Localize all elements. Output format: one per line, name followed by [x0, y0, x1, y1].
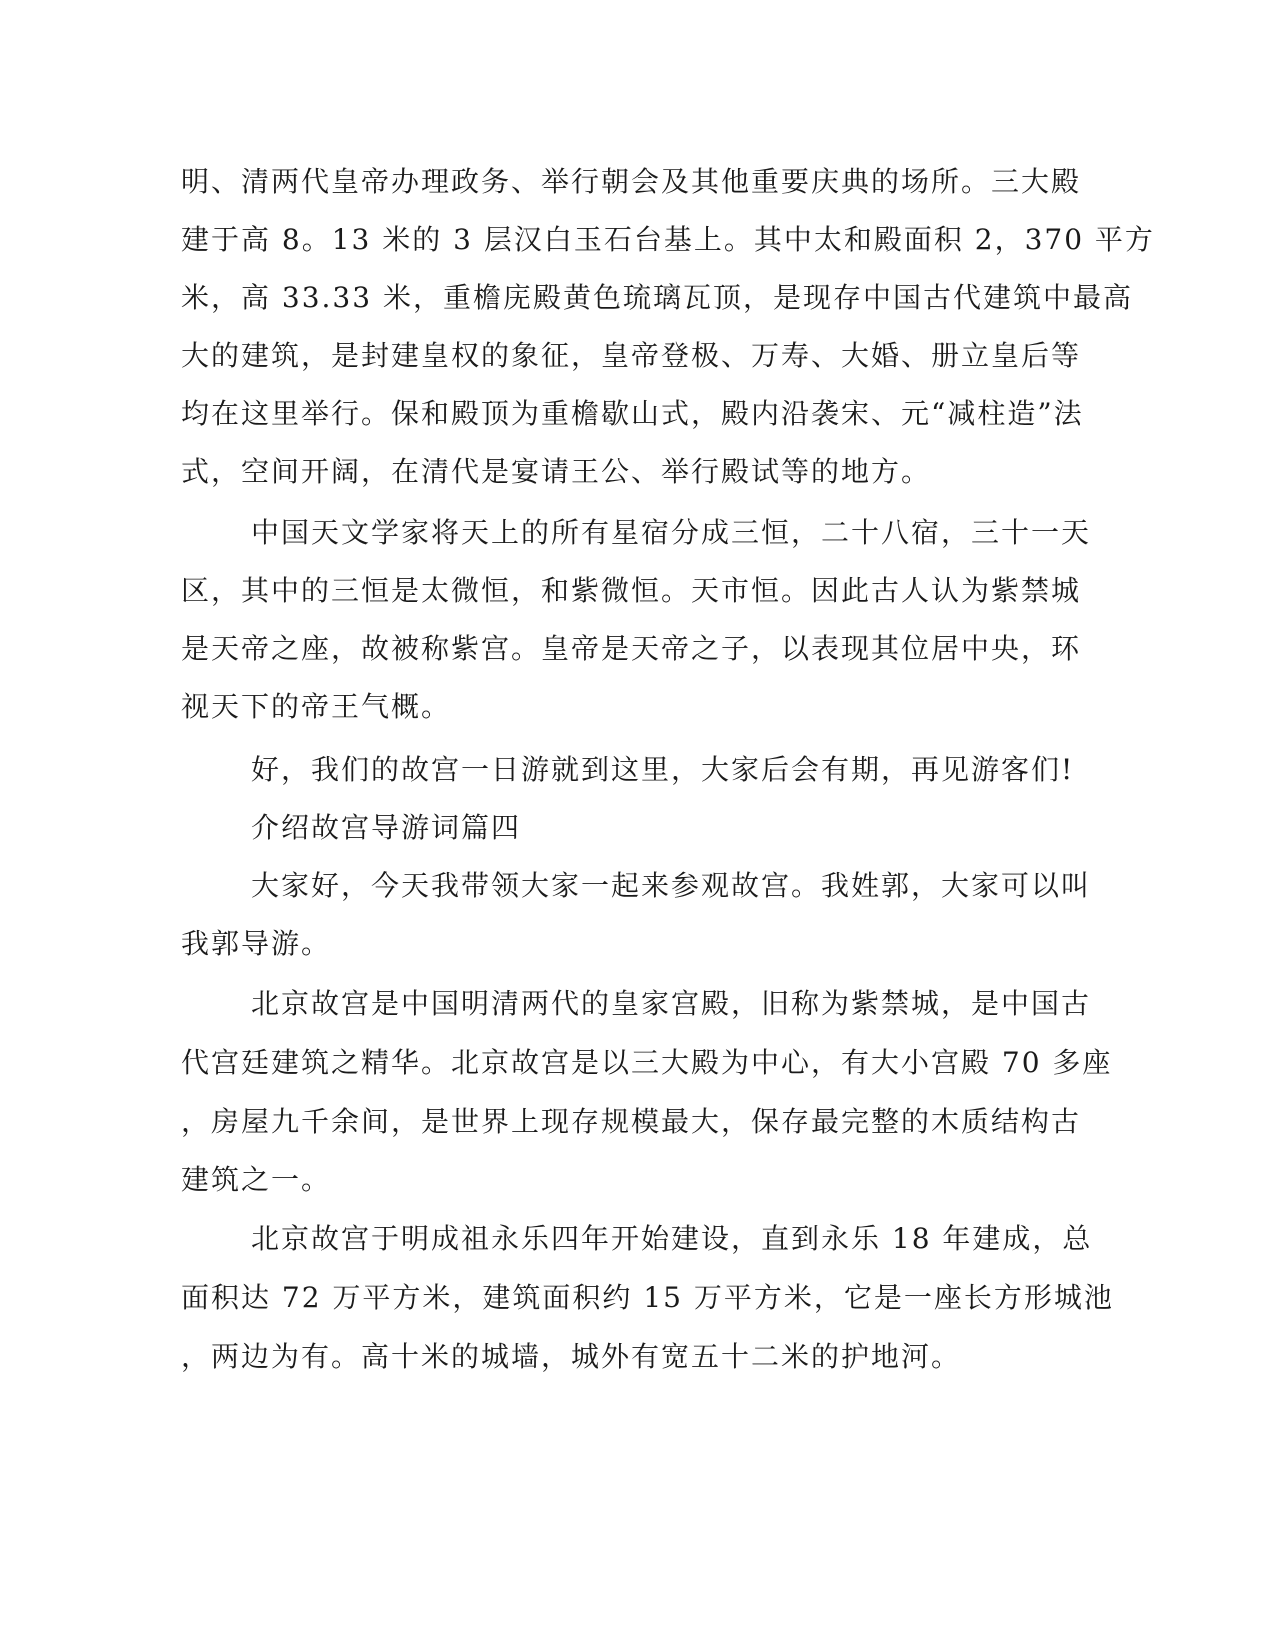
text-line: 式，空间开阔，在清代是宴请王公、举行殿试等的地方。: [181, 455, 932, 488]
text-line: 明、清两代皇帝办理政务、举行朝会及其他重要庆典的场所。三大殿: [181, 165, 1082, 198]
section-heading: 介绍故宫导游词篇四: [251, 811, 522, 844]
text-line: 米，高 33.33 米，重檐庑殿黄色琉璃瓦顶，是现存中国古代建筑中最高: [181, 281, 1133, 314]
text-line: ，房屋九千余间，是世界上现存规模最大，保存最完整的木质结构古: [181, 1105, 1082, 1138]
text-line: ，两边为有。高十米的城墙，城外有宽五十二米的护地河。: [181, 1340, 962, 1373]
text-line: 我郭导游。: [181, 927, 332, 960]
text-line: 是天帝之座，故被称紫宫。皇帝是天帝之子，以表现其位居中央，环: [181, 632, 1082, 665]
text-line: 代宫廷建筑之精华。北京故宫是以三大殿为中心，有大小宫殿 70 多座: [181, 1046, 1113, 1079]
text-line: 视天下的帝王气概。: [181, 690, 452, 723]
text-line: 建筑之一。: [181, 1163, 332, 1196]
paragraph-first-line: 北京故宫于明成祖永乐四年开始建设，直到永乐 18 年建成，总: [251, 1222, 1093, 1255]
paragraph-first-line: 好，我们的故宫一日游就到这里，大家后会有期，再见游客们!: [251, 753, 1075, 786]
paragraph-first-line: 北京故宫是中国明清两代的皇家宫殿，旧称为紫禁城，是中国古: [251, 987, 1092, 1020]
text-line: 建于高 8。13 米的 3 层汉白玉石台基上。其中太和殿面积 2，370 平方: [181, 223, 1155, 256]
text-line: 面积达 72 万平方米，建筑面积约 15 万平方米，它是一座长方形城池: [181, 1281, 1114, 1314]
text-line: 均在这里举行。保和殿顶为重檐歇山式，殿内沿袭宋、元“减柱造”法: [181, 397, 1084, 430]
paragraph-first-line: 中国天文学家将天上的所有星宿分成三恒，二十八宿，三十一天: [251, 516, 1092, 549]
text-line: 区，其中的三恒是太微恒，和紫微恒。天市恒。因此古人认为紫禁城: [181, 574, 1082, 607]
text-line: 大的建筑，是封建皇权的象征，皇帝登极、万寿、大婚、册立皇后等: [181, 339, 1082, 372]
paragraph-first-line: 大家好，今天我带领大家一起来参观故宫。我姓郭，大家可以叫: [251, 869, 1092, 902]
